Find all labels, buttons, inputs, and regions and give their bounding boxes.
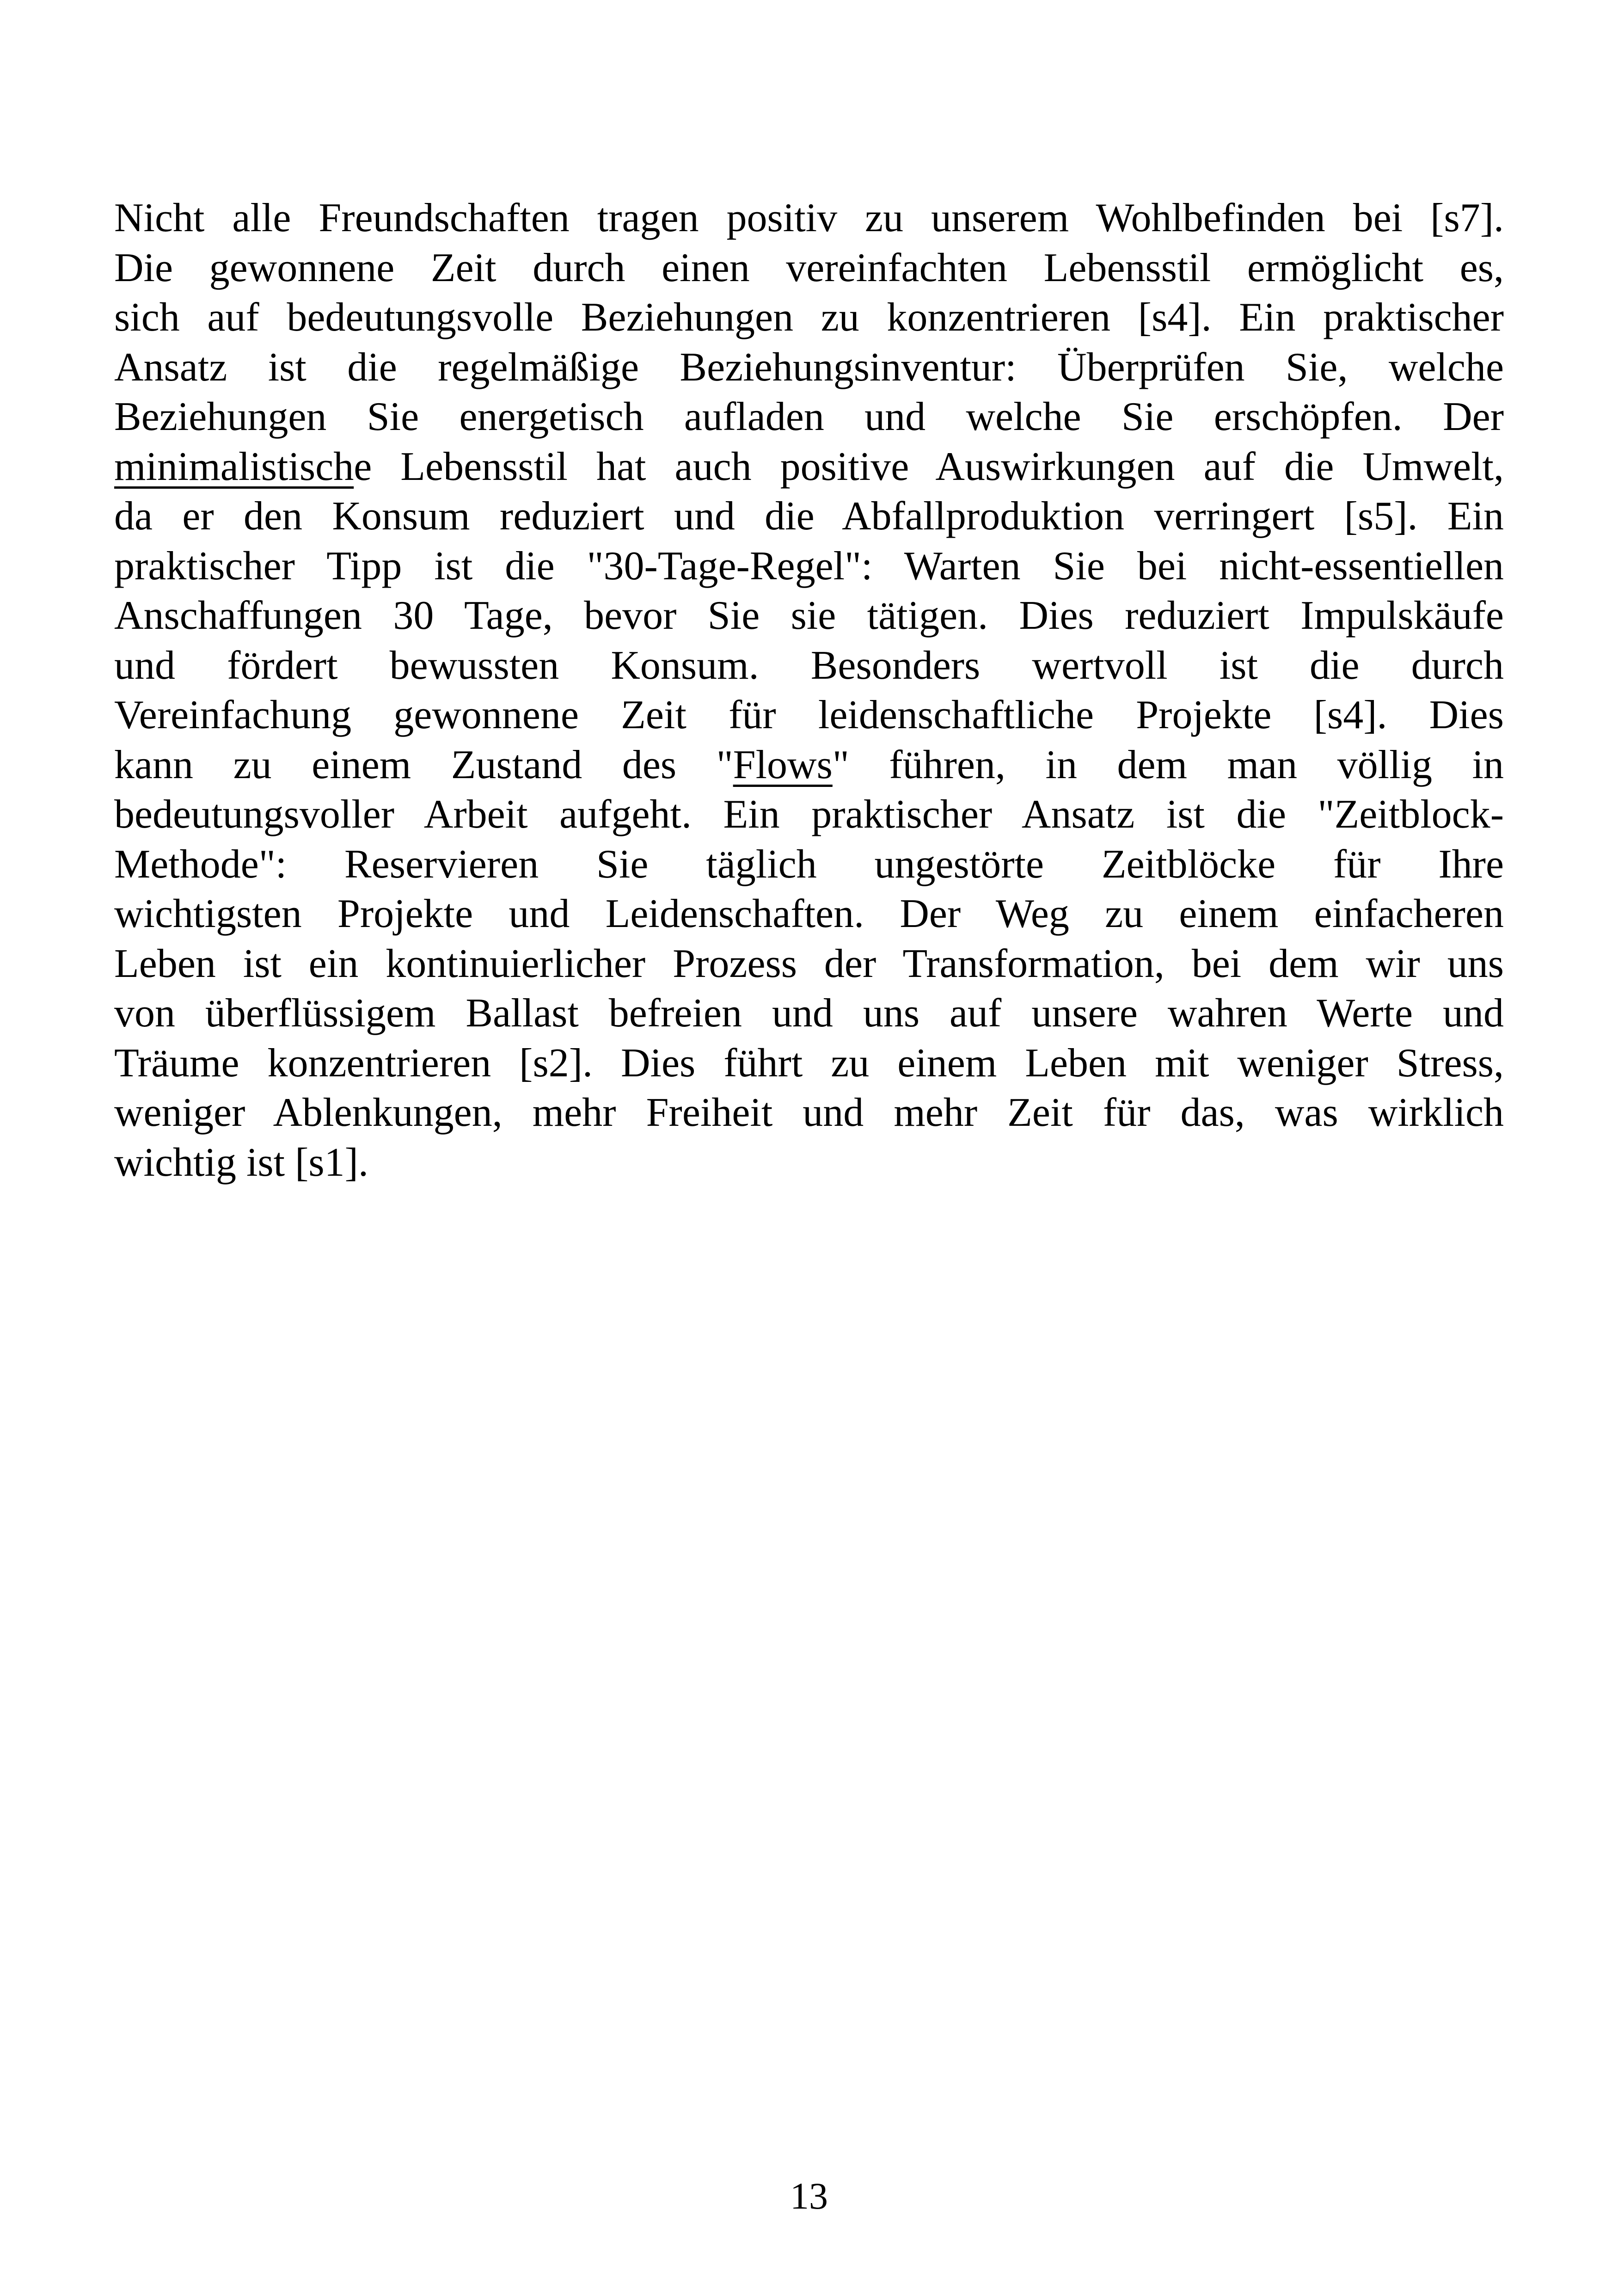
text-line-rest: e Lebensstil hat auch positive Auswirkungen auf die Umwelt, [354,444,1504,489]
flows-link[interactable]: Flows [733,742,833,787]
text-line: da er den Konsum reduziert und die Abfallproduktion verringert [s5]. Ein [114,494,1504,539]
text-line-before: kann zu einem Zustand des " [114,742,733,787]
text-line: wichtig ist [s1]. [114,1140,368,1185]
text-line: praktischer Tipp ist die "30-Tage-Regel": Warten Sie bei nicht-essentiellen [114,543,1504,589]
text-line: Anschaffungen 30 Tage, bevor Sie sie tätigen. Dies reduziert Impulskäufe [114,593,1504,638]
text-line [114,442,1504,492]
text-line: Methode": Reservieren Sie täglich ungestörte Zeitblöcke für Ihre [114,841,1504,887]
text-line [114,740,1504,790]
text-line: Nicht alle Freundschaften tragen positiv zu unserem Wohlbefinden bei [s7]. [114,196,1504,240]
text-line: Träume konzentrieren [s2]. Dies führt zu einem Leben mit weniger Stress, [114,1040,1504,1086]
text-line-after: " führen, in dem man völlig in [832,742,1504,787]
text-line: weniger Ablenkungen, mehr Freiheit und mehr Zeit für das, was wirklich [114,1090,1504,1135]
text-line: sich auf bedeutungsvolle Beziehungen zu konzentrieren [s4]. Ein praktischer [114,295,1504,340]
text-line: Leben ist ein kontinuierlicher Prozess der Transformation, bei dem wir uns [114,941,1504,986]
text-line: wichtigsten Projekte und Leidenschaften. Der Weg zu einem einfacheren [114,891,1504,936]
text-line: Ansatz ist die regelmäßige Beziehungsinventur: Überprüfen Sie, welche [114,344,1504,390]
text-line: Die gewonnene Zeit durch einen vereinfachten Lebensstil ermöglicht es, [114,245,1504,290]
text-line: Vereinfachung gewonnene Zeit für leidenschaftliche Projekte [s4]. Dies [114,693,1504,737]
text-line: von überflüssigem Ballast befreien und uns auf unsere wahren Werte und [114,991,1504,1036]
body-paragraph [114,193,1504,1187]
page-number: 13 [790,2175,828,2217]
text-line: und fördert bewussten Konsum. Besonders wertvoll ist die durch [114,643,1504,688]
text-line: Beziehungen Sie energetisch aufladen und welche Sie erschöpfen. Der [114,394,1504,439]
minimalistisch-link[interactable]: minimalistisch [114,444,354,489]
text-line: bedeutungsvoller Arbeit aufgeht. Ein praktischer Ansatz ist die "Zeitblock- [114,792,1504,837]
